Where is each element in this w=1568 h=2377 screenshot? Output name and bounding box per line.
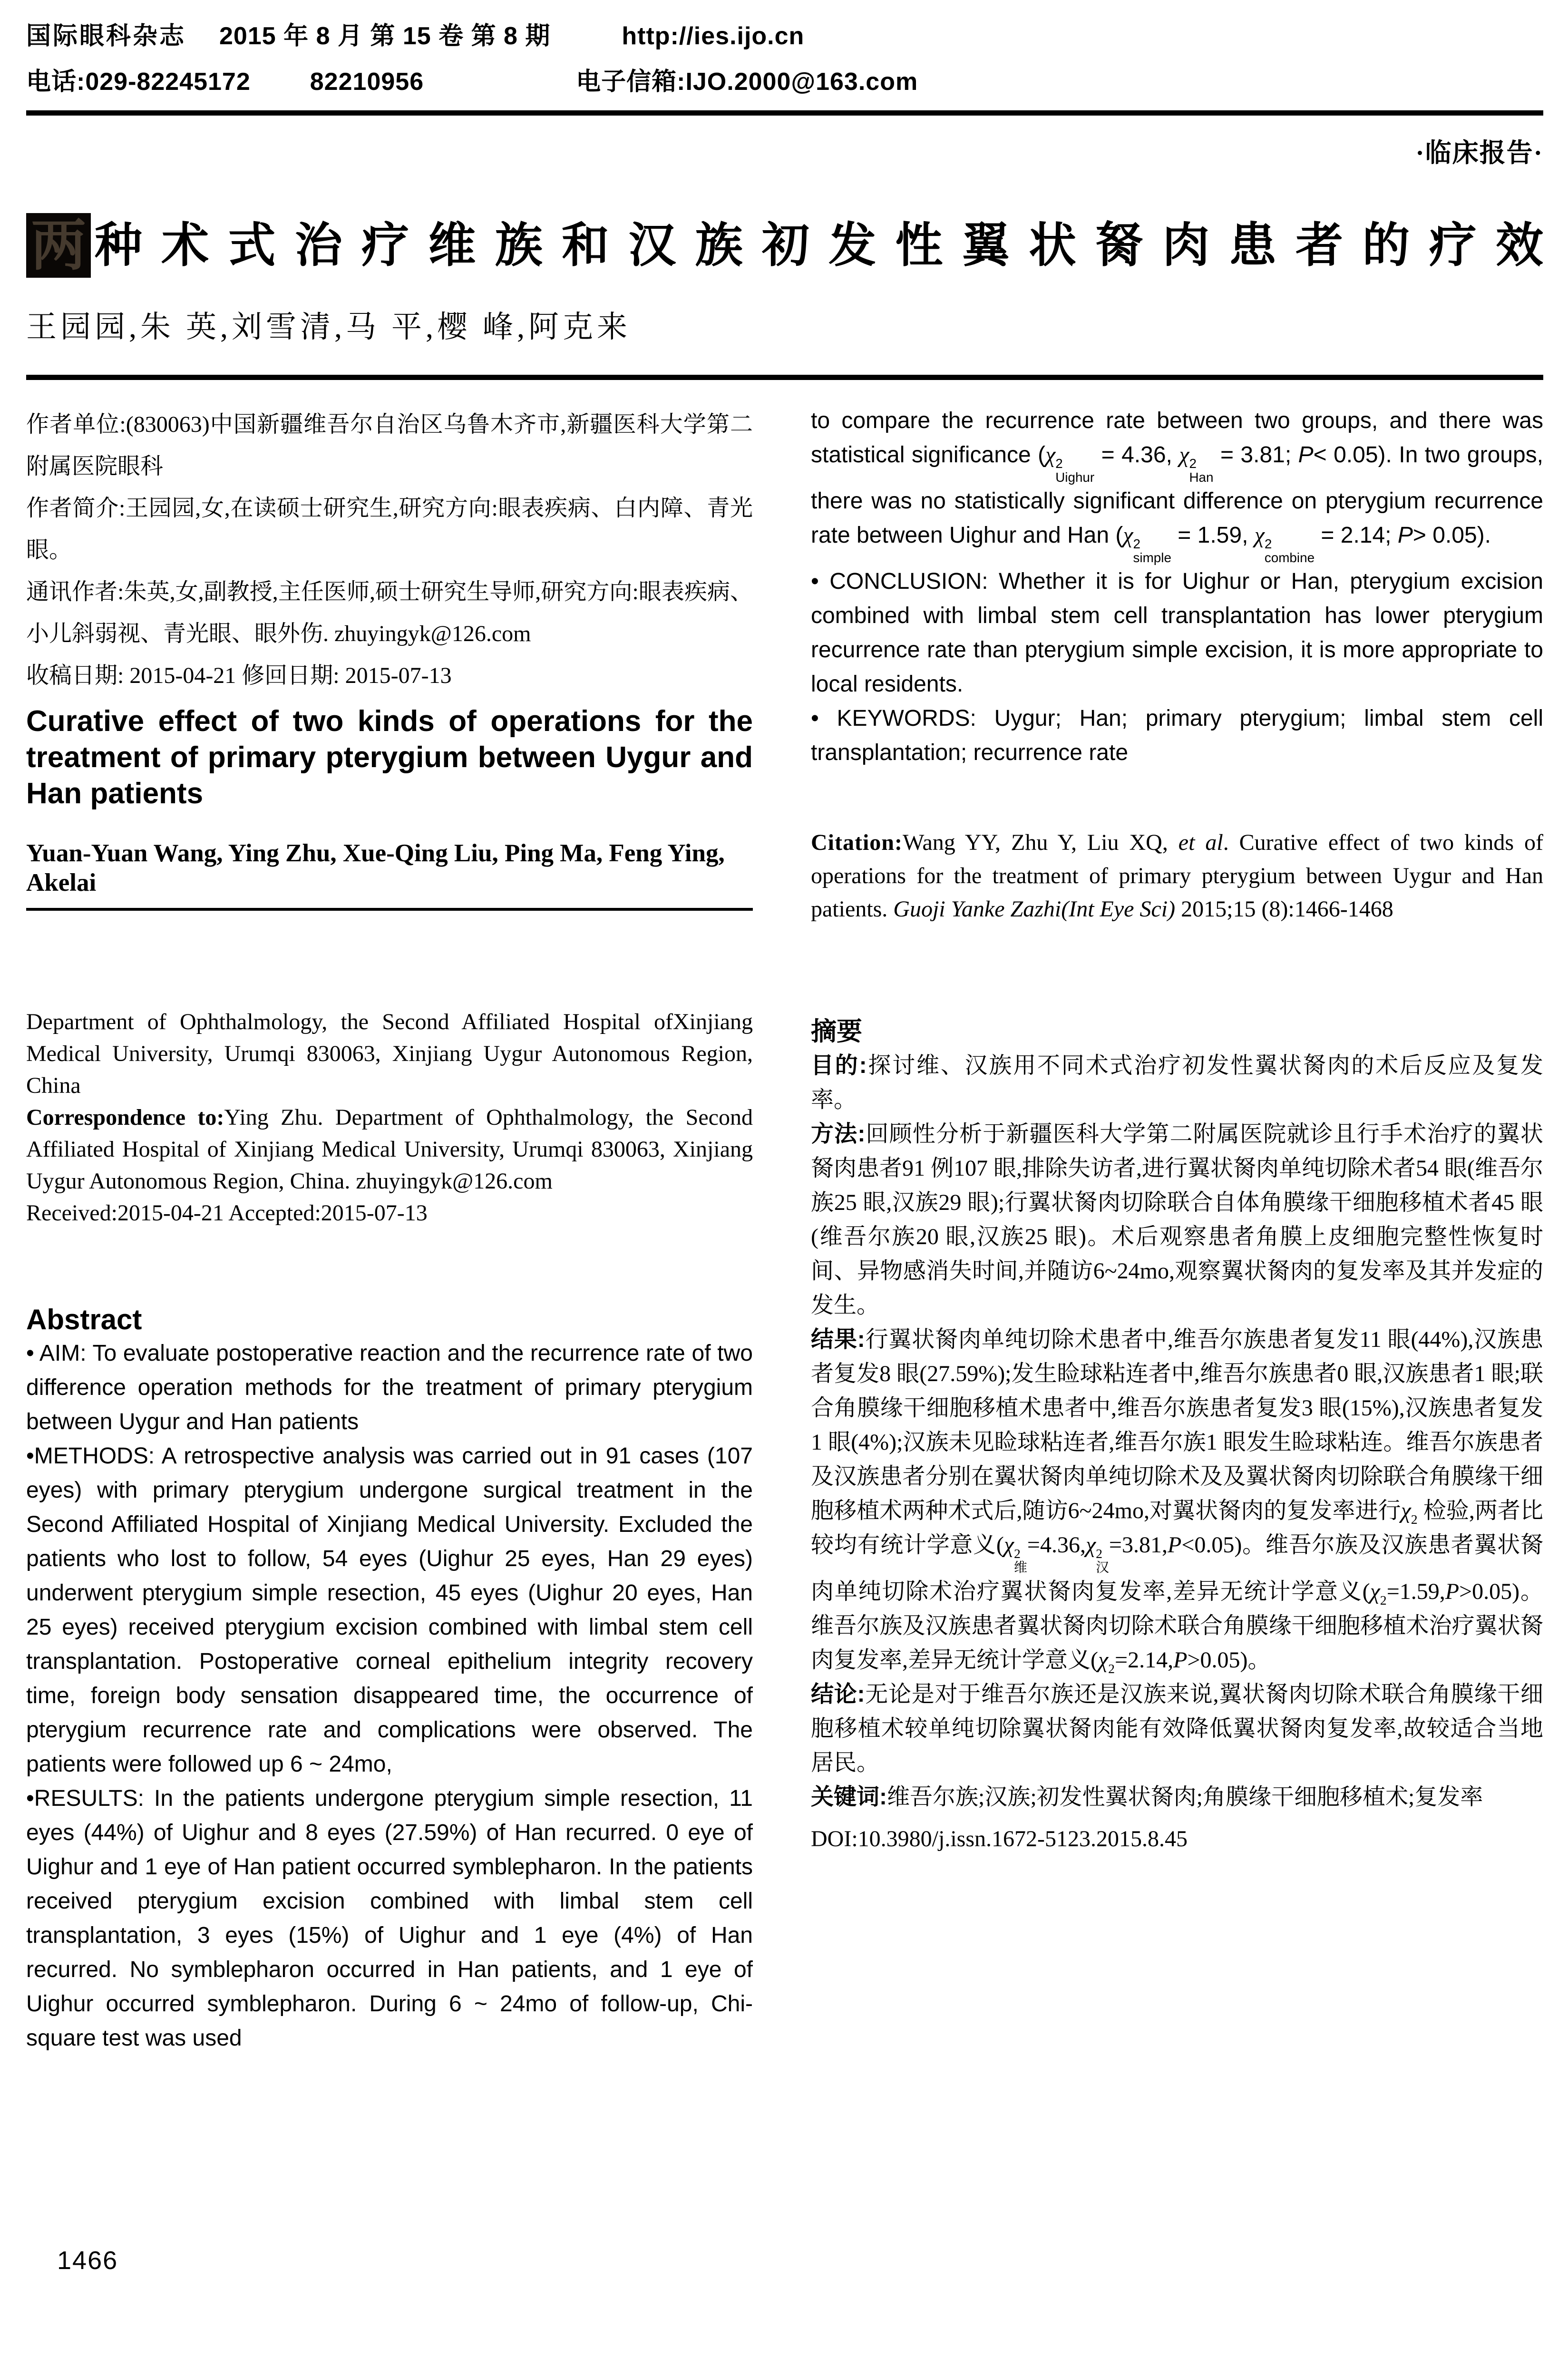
dates-cn: 收稿日期: 2015-04-21 修回日期: 2015-07-13	[26, 663, 452, 688]
received-accepted: Received:2015-04-21 Accepted:2015-07-13	[26, 1200, 428, 1226]
header-line-1	[26, 22, 1543, 50]
abstract-chinese	[811, 1049, 1543, 1856]
affiliation-en: Department of Ophthalmology, the Second Affiliated Hospital ofXinjiang Medical University, Urumqi 830063, Xinjiang Uygur Autonomous Region, China	[26, 1009, 753, 1098]
authors-english: Yuan-Yuan Wang, Ying Zhu, Xue-Qing Liu, Ping Ma, Feng Ying, Akelai	[26, 839, 725, 896]
title-drop-cap: 两	[26, 213, 91, 278]
affiliation-cn: 作者单位:(830063)中国新疆维吾尔自治区乌鲁木齐市,新疆医科大学第二附属医院眼科	[26, 412, 753, 479]
correspondence-en: Correspondence to:Ying Zhu. Department of Ophthalmology, the Second Affiliated Hospital of Xinjiang Medical University, Urumqi 830063, Xinjiang Uygur Autonomous Region, China. zhuyingyk@126.com	[26, 1105, 753, 1194]
section-label: ·临床报告·	[1415, 138, 1543, 167]
abstract-cn-heading: 摘要	[811, 1017, 862, 1046]
abstract-results-part2: to compare the recurrence rate between two groups, and there was statistical significance (χ 2 Uighur = 4.36, χ 2 Han = 3.81; P< 0.05). In two groups, there was no statistically significant difference on pterygium recurrence rate between Uighur and Han (χ 2 simple = 1.59, χ 2 combine = 2.14; P> 0.05).	[811, 408, 1544, 565]
abstract-conclusion: • CONCLUSION: Whether it is for Uighur or Han, pterygium excision combined with limbal stem cell transplantation has lower pterygium recurrence rate than pterygium simple excision, it is more appropriate to local residents.	[811, 569, 1543, 697]
page-number: 1466	[57, 2246, 118, 2275]
body-columns	[26, 404, 1543, 2056]
title-english: Curative effect of two kinds of operations for the treatment of primary pterygium between Uygur and Han patients	[26, 705, 753, 810]
phone-number: 电话:029-82245172	[26, 68, 251, 96]
abstract-aim: • AIM: To evaluate postoperative reaction and the recurrence rate of two difference operation methods for the treatment of primary pterygium between Uygur and Han patients	[26, 1341, 753, 1434]
correspondent-cn: 通讯作者:朱英,女,副教授,主任医师,硕士研究生导师,研究方向:眼表疾病、小儿斜弱视、青光眼、眼外伤. zhuyingyk@126.com	[26, 579, 753, 646]
abstract-results-part1: •RESULTS: In the patients undergone pterygium simple resection, 11 eyes (44%) of Uighur and 8 eyes (27.59%) of Han recurred. 0 eye of Uighur and 1 eye of Han patient occurred symblepharon. In the patients received pterygium excision combined with limbal stem cell transplantation, 3 eyes (15%) of Uighur and 1 eye (4%) of Han recurred. No symblepharon occurred in Han patients, and 1 eye of Uighur occurred symblepharon. During 6 ~ 24mo of follow-up, Chi-square test was used	[26, 1786, 753, 2051]
phone-number-2: 82210956	[310, 68, 424, 96]
journal-website: http://ies.ijo.cn	[622, 22, 805, 50]
issue-info: 2015 年 8 月 第 15 卷 第 8 期	[219, 22, 551, 50]
chi-square-formula: χ 2 Han	[1179, 442, 1214, 485]
chi-square-formula: χ 2 汉	[1085, 1532, 1109, 1576]
page-header	[26, 22, 1543, 116]
results-cn: 结果:行翼状胬肉单纯切除术患者中,维吾尔族患者复发11 眼(44%),汉族患者复发8 眼(27.59%);发生睑球粘连者中,维吾尔族患者0 眼,汉族患者1 眼;联合角膜缘干细胞移植术患者中,维吾尔族患者复发3 眼(15%),汉族患者复发1 眼(4%);汉族未见睑球粘连者,维吾尔族1 眼发生睑球粘连。维吾尔族患者及汉族患者分别在翼状胬肉单纯切除术及及翼状胬肉切除联合角膜缘干细胞移植术两种术式后,随访6~24mo,对翼状胬肉的复发率进行χ 2 检验,两者比较均有统计学意义(χ 2 维 =4.36,χ 2 汉 =3.81,P<0.05)。维吾尔族及汉族患者翼状胬肉单纯切除术治疗翼状胬肉复发率,差异无统计学意义(χ 2 =1.59,P>0.05)。维吾尔族及汉族患者翼状胬肉切除术联合角膜缘干细胞移植术治疗翼状胬肉复发率,差异无统计学意义(χ 2 =2.14,P>0.05)。	[811, 1327, 1543, 1677]
abstract-keywords-en: • KEYWORDS: Uygur; Han; primary pterygium; limbal stem cell transplantation; recurrence rate	[811, 706, 1543, 766]
title-text: 种术式治疗维族和汉族初发性翼状胬肉患者的疗效	[95, 219, 1543, 272]
keywords-cn: 关键词:维吾尔族;汉族;初发性翼状胬肉;角膜缘干细胞移植术;复发率	[811, 1784, 1483, 1810]
journal-name: 国际眼科杂志	[26, 22, 186, 50]
objective-cn: 目的:探讨维、汉族用不同术式治疗初发性翼状胬肉的术后反应及复发率。	[811, 1053, 1543, 1113]
footnote-rule	[26, 908, 753, 911]
abstract-methods: •METHODS: A retrospective analysis was carried out in 91 cases (107 eyes) with primary pterygium undergone surgical treatment in the Second Affiliated Hospital of Xinjiang Medical University. Excluded the patients who lost to follow, 54 eyes (Uighur 25 eyes, Han 29 eyes) underwent pterygium simple resection, 45 eyes (Uighur 20 eyes, Han 25 eyes) received pterygium excision combined with limbal stem cell transplantation. Postoperative corneal epithelium integrity recovery time, foreign body sensation disappeared time, the occurrence of pterygium recurrence rate and complications were observed. The patients were followed up 6 ~ 24mo,	[26, 1443, 753, 1777]
methods-cn: 方法:回顾性分析于新疆医科大学第二附属医院就诊且行手术治疗的翼状胬肉患者91 例107 眼,排除失访者,进行翼状胬肉单纯切除术者54 眼(维吾尔族25 眼,汉族29 眼);行翼状胬肉切除联合自体角膜缘干细胞移植术者45 眼(维吾尔族20 眼,汉族25 眼)。术后观察患者角膜上皮细胞完整性恢复时间、异物感消失时间,并随访6~24mo,观察翼状胬肉的复发率及其并发症的发生。	[811, 1121, 1543, 1318]
chi-square-formula: χ 2 维	[1003, 1532, 1027, 1576]
author-bio-cn: 作者简介:王园园,女,在读硕士研究生,研究方向:眼表疾病、白内障、青光眼。	[26, 496, 753, 563]
journal-email: 电子信箱:IJO.2000@163.com	[576, 68, 918, 96]
authors-rule	[26, 375, 1543, 380]
chi-square-formula: χ 2	[1098, 1647, 1115, 1677]
doi: DOI:10.3980/j.issn.1672-5123.2015.8.45	[811, 1826, 1188, 1852]
abstract-english-continued	[811, 404, 1543, 770]
article-title	[26, 213, 1543, 278]
chi-square-formula: χ 2	[1370, 1579, 1387, 1608]
chi-square-formula: χ 2 simple	[1123, 523, 1171, 565]
header-line-2	[26, 68, 1543, 96]
right-column	[811, 404, 1543, 1856]
conclusion-cn: 结论:无论是对于维吾尔族还是汉族来说,翼状胬肉切除术联合角膜缘干细胞移植术较单纯切除翼状胬肉能有效降低翼状胬肉复发率,故较适合当地居民。	[811, 1682, 1543, 1776]
chi-square-formula: χ 2 Uighur	[1045, 442, 1095, 485]
header-rule	[26, 110, 1543, 116]
abstract-english	[26, 1336, 753, 2056]
authors-chinese: 王园园,朱 英,刘雪清,马 平,樱 峰,阿克来	[26, 310, 631, 344]
citation: Citation:Wang YY, Zhu Y, Liu XQ, et al. Curative effect of two kinds of operations for the treatment of primary pterygium between Uygur and Han patients. Guoji Yanke Zazhi(Int Eye Sci) 2015;15 (8):1466-1468	[811, 830, 1543, 922]
chi-square-formula: χ 2	[1401, 1498, 1418, 1527]
chi-square-formula: χ 2 combine	[1254, 523, 1315, 565]
left-column	[26, 404, 753, 2056]
author-info-block	[26, 404, 753, 697]
abstract-heading: Abstract	[26, 1304, 142, 1335]
affiliation-block-en	[26, 1006, 753, 1229]
